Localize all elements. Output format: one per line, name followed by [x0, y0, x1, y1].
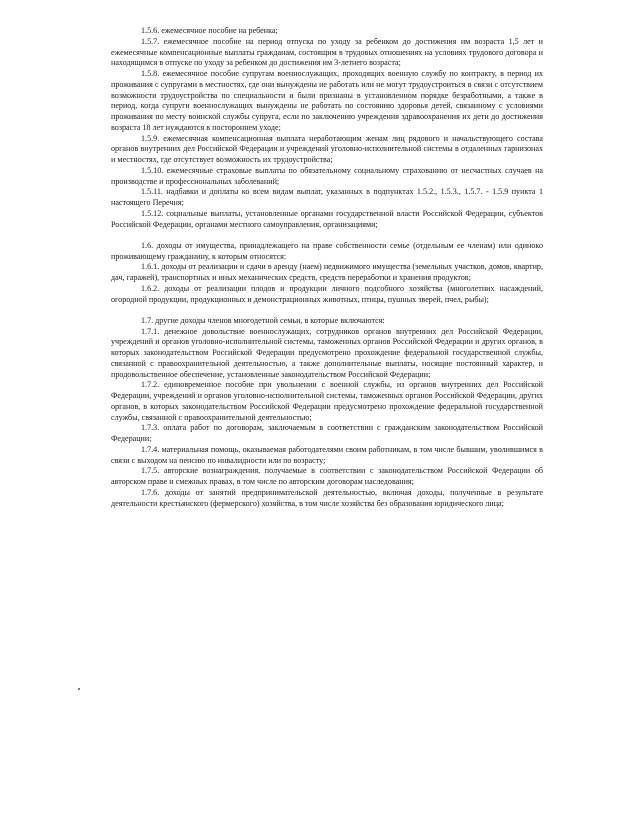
clause-1-5-8: 1.5.8. ежемесячное пособие супругам военнослужащих, проходящих военную службу по контракту, в период их проживания с супругами в местностях, где они вынуждены не работать или не могут трудоустроиться в связи с отсутствием возможности трудоустройства по специальности и были признаны в установленном порядке безработными, а также в период, когда супруги военнослужащих вынуждены не работать по состоянию здоровья детей, связанному с условиями проживания по месту воинской службы супруга, если по заключению учреждения здравоохранения их дети до достижения возраста 18 лет нуждаются в постороннем уходе; — [111, 69, 543, 132]
clause-1-7: 1.7. другие доходы членов многодетной семьи, в которые включаются: — [141, 315, 385, 325]
clause-1-5-7: 1.5.7. ежемесячное пособие на период отпуска по уходу за ребенком до достижения им возраста 1,5 лет и ежемесячные компенсационные выплаты гражданам, состоящим в трудовых отношениях на условиях трудового договора и находящимся в отпуске по уходу за ребенком до достижения им 3-летнего возраста; — [111, 36, 543, 68]
clause-1-6-1: 1.6.1. доходы от реализации и сдачи в аренду (наем) недвижимого имущества (земельных участков, домов, квартир, дач, гаражей), транспортных и иных механических средств, средств переработки и хранения продуктов; — [111, 262, 543, 282]
clause-1-5-6: 1.5.6. ежемесячное пособие на ребенка; — [141, 26, 278, 35]
clause-1-7-3: 1.7.3. оплата работ по договорам, заключаемым в соответствии с гражданским законодательством Российской Федерации; — [111, 423, 543, 443]
clause-1-5-10: 1.5.10. ежемесячные страховые выплаты по обязательному социальному страхованию от несчастных случаев на производстве и профессиональных заболеваний; — [111, 165, 543, 186]
clause-1-5-9: 1.5.9. ежемесячная компенсационная выплата неработающим женам лиц рядового и начальствующего состава органов внутренних дел Российской Федерации и учреждений уголовно-исполнительной системы в отдаленных гарнизонах и местностях, где отсутствует возможность их трудоустройства; — [111, 133, 543, 164]
clause-1-7-4: 1.7.4. материальная помощь, оказываемая работодателями своим работникам, в том числе бывшим, уволившимся в связи с выходом на пенсию по инвалидности или по возрасту; — [111, 444, 543, 465]
clause-1-7-1: 1.7.1. денежное довольствие военнослужащих, сотрудников органов внутренних дел Российской Федерации, учреждений и органов уголовно-исполнительной системы, таможенных органов Российской Федерации и других органов, в которых законодательством Российской Федерации предусмотрено прохождение федеральной государственной службы, связанной с правоохранительной деятельностью, а также дополнительные выплаты, носящие постоянный характер, и продовольственное обеспечение, установленные законодательством Российской Федерации; — [111, 326, 543, 379]
section-gap — [111, 230, 543, 241]
clause-1-6-2: 1.6.2. доходы от реализации плодов и продукции личного подсобного хозяйства (многолетних насаждений, огородной продукции, продукционных и демонстрационных животных, птицы, пушных зверей, пчел, рыбы); — [111, 283, 543, 304]
clause-1-7-2: 1.7.2. единовременное пособие при увольнении с военной службы, из органов внутренних дел Российской Федерации, учреждений и органов уголовно-исполнительной системы, таможенных органов Российской Федерации, других органов, в которых законодательством Российской Федерации предусмотрено прохождение федеральной государственной службы, связанной с правоохранительной деятельностью; — [111, 380, 543, 422]
scan-speck — [78, 688, 80, 690]
clause-1-7-6: 1.7.6. доходы от занятий предпринимательской деятельностью, включая доходы, полученные в результате деятельности крестьянского (фермерского) хозяйства, в том числе хозяйства без образования юридического лица; — [111, 487, 543, 508]
clause-1-6: 1.6. доходы от имущества, принадлежащего на праве собственности семье (отдельным ее членам) или одиноко проживающему гражданину, к которым относятся: — [111, 240, 543, 261]
clause-1-5-12: 1.5.12. социальные выплаты, установленные органами государственной власти Российской Федерации, субъектов Российской Федерации, органами местного самоуправления, организациями; — [111, 208, 543, 229]
document-body — [111, 26, 543, 509]
clause-1-7-5: 1.7.5. авторские вознаграждения, получаемые в соответствии с законодательством Российской Федерации об авторском праве и смежных правах, в том числе по авторским договорам наследования; — [111, 466, 543, 486]
clause-1-5-11: 1.5.11. надбавки и доплаты ко всем видам выплат, указанных в подпунктах 1.5.2., 1.5.3., 1.5.7. - 1.5.9 пункта 1 настоящего Перечня; — [111, 187, 543, 207]
section-gap — [111, 305, 543, 316]
